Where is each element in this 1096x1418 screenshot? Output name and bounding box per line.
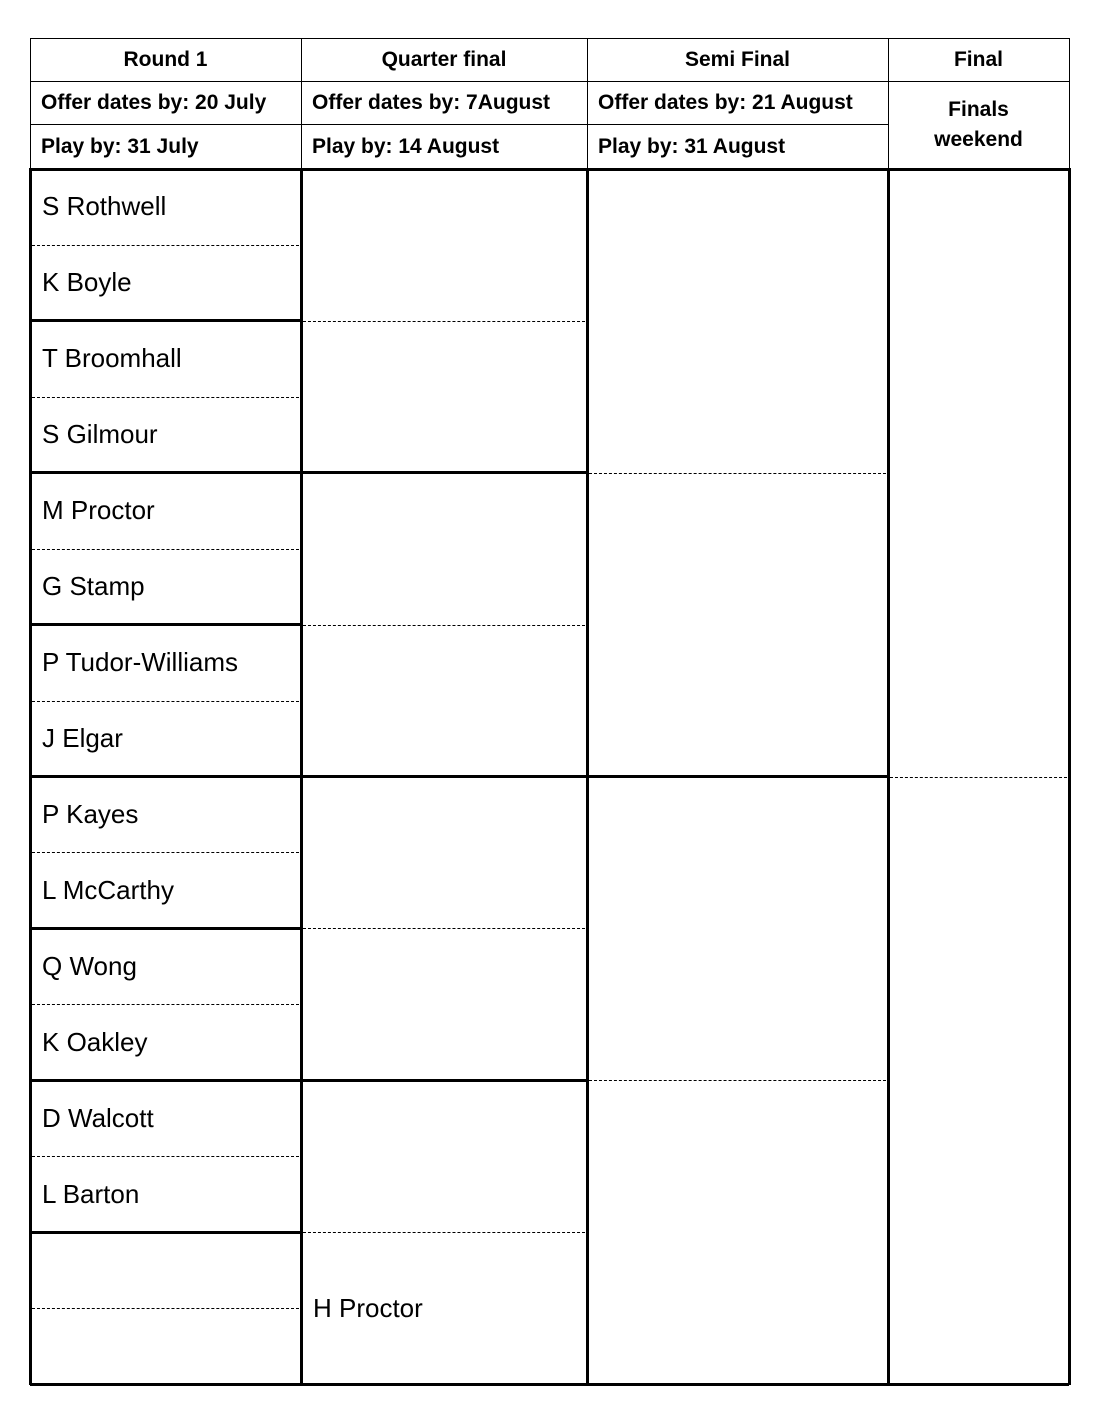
semi-final-offer-dates: Offer dates by: 21 August bbox=[598, 90, 853, 114]
quarterfinal-entry bbox=[301, 169, 587, 321]
round1-match-border bbox=[30, 775, 301, 778]
round1-player: S Gilmour bbox=[42, 419, 158, 450]
finals-weekend-note: Finals weekend bbox=[934, 98, 1023, 151]
round1-player: K Boyle bbox=[42, 267, 132, 298]
round1-player: S Rothwell bbox=[42, 191, 167, 222]
round1-player: L McCarthy bbox=[42, 874, 174, 905]
semi-final-play-by: Play by: 31 August bbox=[598, 134, 786, 158]
round1-player: J Elgar bbox=[42, 723, 123, 754]
header-column-divider bbox=[587, 38, 588, 169]
quarterfinal-match-border bbox=[301, 1383, 587, 1386]
round1-player: L Barton bbox=[42, 1178, 140, 1209]
final-match-border bbox=[888, 1383, 1069, 1386]
quarterfinal-match-border bbox=[301, 471, 587, 474]
quarterfinal-match-border bbox=[301, 1079, 587, 1082]
header-column-divider bbox=[30, 38, 31, 169]
round-1-title: Round 1 bbox=[123, 47, 208, 71]
header-top-border bbox=[30, 38, 1069, 39]
quarterfinal-entry bbox=[301, 777, 587, 929]
round1-match-border bbox=[30, 1383, 301, 1386]
round1-match-border bbox=[30, 623, 301, 626]
round1-player: G Stamp bbox=[42, 571, 145, 602]
round1-player bbox=[30, 1308, 301, 1384]
header-row-divider bbox=[30, 81, 1069, 82]
final-entry bbox=[888, 777, 1069, 1385]
round1-player: P Kayes bbox=[42, 798, 139, 829]
quarterfinal-match-border bbox=[301, 168, 587, 171]
round1-player: Q Wong bbox=[42, 950, 137, 981]
quarterfinal-entry bbox=[301, 321, 587, 473]
round1-player: P Tudor-Williams bbox=[42, 647, 239, 678]
round1-match-border bbox=[30, 1231, 301, 1234]
header-column-divider bbox=[1069, 38, 1070, 169]
quarter-final-offer-dates: Offer dates by: 7August bbox=[312, 90, 551, 114]
quarter-final-title: Quarter final bbox=[381, 47, 507, 71]
quarter-final-play-by: Play by: 14 August bbox=[312, 134, 500, 158]
final-entry bbox=[888, 169, 1069, 777]
quarterfinal-entry bbox=[301, 473, 587, 625]
semifinal-match-border bbox=[587, 1383, 888, 1386]
quarterfinal-entry: H Proctor bbox=[313, 1292, 423, 1323]
semifinal-entry bbox=[587, 169, 888, 473]
round1-player bbox=[30, 1232, 301, 1308]
semifinal-match-border bbox=[587, 168, 888, 171]
column-border bbox=[1068, 168, 1071, 1385]
column-border bbox=[586, 168, 589, 1385]
semifinal-entry bbox=[587, 777, 888, 1081]
round1-player: T Broomhall bbox=[42, 343, 182, 374]
final-title: Final bbox=[953, 47, 1003, 71]
semi-final-title: Semi Final bbox=[684, 47, 791, 71]
semifinal-entry bbox=[587, 1080, 888, 1384]
quarterfinal-match-border bbox=[301, 775, 587, 778]
round1-match-border bbox=[30, 1079, 301, 1082]
round1-player: K Oakley bbox=[42, 1026, 148, 1057]
quarterfinal-entry bbox=[301, 928, 587, 1080]
quarterfinal-entry bbox=[301, 625, 587, 777]
header-column-divider bbox=[301, 38, 302, 169]
column-border bbox=[887, 168, 890, 1385]
final-match-border bbox=[888, 168, 1069, 171]
column-border bbox=[300, 168, 303, 1385]
round1-match-border bbox=[30, 471, 301, 474]
round1-player: D Walcott bbox=[42, 1102, 154, 1133]
round-1-offer-dates: Offer dates by: 20 July bbox=[41, 90, 267, 114]
round1-player: M Proctor bbox=[42, 495, 155, 526]
semifinal-entry bbox=[587, 473, 888, 777]
column-border bbox=[29, 168, 32, 1385]
quarterfinal-entry bbox=[301, 1080, 587, 1232]
round1-match-border bbox=[30, 927, 301, 930]
round-1-play-by: Play by: 31 July bbox=[41, 134, 199, 158]
header-column-divider bbox=[888, 38, 889, 169]
round1-match-border bbox=[30, 168, 301, 171]
semifinal-match-border bbox=[587, 775, 888, 778]
header-row-divider bbox=[30, 124, 888, 125]
round1-match-border bbox=[30, 319, 301, 322]
